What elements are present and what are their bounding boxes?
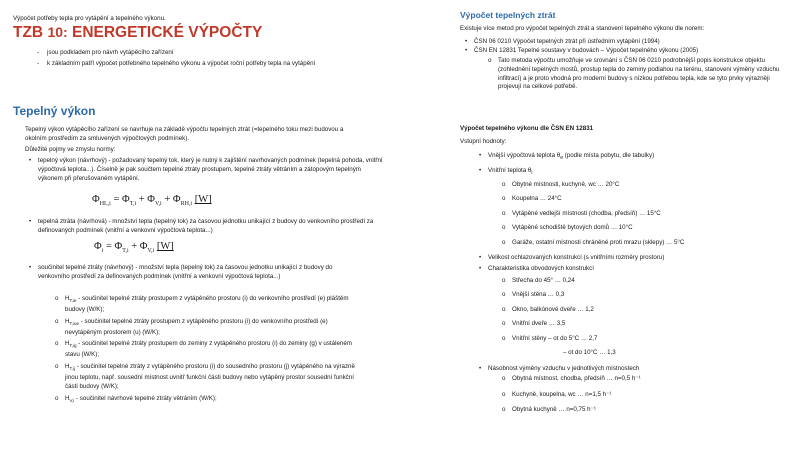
int-temp-item: • Vnitřní teplota $\theta_i$ xyxy=(488,167,778,178)
air-item: • Násobnost výměny vzduchu v jednotlivých místnostech xyxy=(488,365,639,374)
bullet-soucinitel: • součinitel tepelné ztráty (návrhový) - množství tepla (tepelný tok) za časovou jednotku unikající z budovy do venkovního prostředí za definovaných podmínek (vnitřní a venkovní výpočtová teplota...) xyxy=(38,264,363,282)
important-terms: Důležité pojmy ve zmyslu normy: xyxy=(25,146,116,153)
title-number: 10: xyxy=(47,24,68,40)
norm-item-2: • ČSN EN 12831 Tepelné soustavy v budovách – Výpočet tepelného výkonu (2005) xyxy=(474,47,784,56)
constr-item: o Vnitřní dveře … 3,5 xyxy=(512,320,565,329)
constr-extra: – ot do 10°C … 1,3 xyxy=(563,349,616,356)
sub-item: o $H_{T,ij}$ - součinitel tepelné ztráty z vytápěného prostoru (i) do sousedního prostoru (j) vytápěného na výrazně jinou teplotu, např. sousední místnost uvnitř funkční části budovy nebo vytápěný prostor sousední funkční části budovy (W/K); xyxy=(65,363,355,392)
constr-item: o Střecha do 45° … 0,24 xyxy=(512,277,575,286)
paragraph: Tepelný výkon vytápěcího zařízení se navrhuje na základě výpočtu tepelných ztrát (=tepelného toku mezi budovou a okolním prostředím za smluvených výpočtových podmínek). xyxy=(25,126,344,142)
page-title xyxy=(13,24,262,42)
norm-note: o Tato metoda výpočtu umožňuje ve srovnání s ČSN 06 0210 podrobnější popis konstrukce objektu (zohlednění tepelných mostů, prostup tepla do zeminy podlahou na terénu, stanovení výměny vzduchu infiltrací) a je proto vhodná pro moderní budovy s nízkou potřebou tepla, kde se tyto prvky výrazněji projevují na celkové potřebě. xyxy=(498,57,783,92)
charact-item: • Charakteristika obvodových konstrukcí xyxy=(488,265,594,274)
temp-item: o Koupelna … 24°C xyxy=(512,195,562,204)
sub-item: o $H_{T,ig}$ - součinitel tepelné ztráty prostupem do zeminy z vytápěného prostoru (i) do zeminy (g) v ustáleném stavu (W/K); xyxy=(65,340,355,360)
temp-item: o Vytápěné vedlejší místnosti (chodba, předsíň) … 15°C xyxy=(512,210,661,219)
bullet-tepelny-vykon: • tepelný výkon (návrhový) - požadovaný tepelný tok, který je nutný k zajištění navrhovaných podmínek (tepelná pohoda, vnitřní výpočtová teplota...). Číselně je pak součtem tepelné ztráty prostupem, tepelné ztráty větráním a zátopovým tepelným výkonem při přerušovaném vytápění. xyxy=(38,157,383,183)
temp-item: o Vytápěné schodiště bytových domů … 10°C xyxy=(512,224,633,233)
sub-item: o $H_{V,i}$ - součinitel návrhové tepelné ztráty větráním (W/K); xyxy=(65,395,355,406)
formula-heat-loss: $\Phi_i = \Phi_{T,i} + \Phi_{V,i}$ [W] xyxy=(94,241,174,255)
air-sub-item: o Obytná místnost, chodba, předsíň … n=0,5 h⁻¹ xyxy=(512,375,641,384)
intro-item-2: - k základním patří výpočet potřebného tepelného výkonu a výpočet roční potřeby tepla na vytápění xyxy=(47,60,337,69)
section-heading-vypocet-ztrat: Výpočet tepelných ztrát xyxy=(460,10,556,20)
intro-item-1: - jsou podkladem pro návrh vytápěcího zařízení xyxy=(47,49,297,58)
sub-item: o $H_{T,ie}$ - součinitel tepelné ztráty prostupem z vytápěného prostoru (i) do venkovního prostředí (e) pláštěm budovy (W/K); xyxy=(65,295,355,315)
formula-heat-output: $\Phi_{HL,i} = \Phi_{T,i} + \Phi_{V,i} + \Phi_{RH,i}$ [W] xyxy=(92,194,212,208)
top-note: Výpočet potřeby tepla pro vytápění a tepelného výkonu. xyxy=(13,15,166,22)
inputs-label: Vstupní hodnoty: xyxy=(460,138,507,145)
constr-item: o Vnitřní stěny – ot do 5°C … 2,7 xyxy=(512,335,597,344)
bullet-tepelna-ztrata: • tepelná ztráta (návrhová) - množství tepla (tepelný tok) za časovou jednotku unikající z budovy do venkovního prostředí za definovaných podmínek (vnitřní a venkovní výpočtová teplota...) xyxy=(38,218,383,236)
constr-item: o Vnější stěna … 0,3 xyxy=(512,291,564,300)
temp-item: o Garáže, ostatní místnosti chráněné proti mrazu (sklepy) … 5°C xyxy=(512,239,684,248)
sub-item: o $H_{T,iue}$ - součinitel tepelné ztráty prostupem z vytápěného prostoru (i) do venkovního prostředí (e) nevytápěným prostorem (u) (W/K); xyxy=(65,318,355,338)
title-text: ENERGETICKÉ VÝPOČTY xyxy=(67,24,263,41)
title-prefix: TZB xyxy=(13,24,48,41)
air-sub-item: o Kuchyně, koupelna, wc … n=1,5 h⁻¹ xyxy=(512,391,611,400)
size-item: • Velikost ochlazovaných konstrukcí (s vnitřními rozměry prostoru) xyxy=(488,254,664,263)
constr-item: o Okno, balkónové dveře … 1,2 xyxy=(512,306,594,315)
sub-heading-en-12831: Výpočet tepelného výkonu dle ČSN EN 12831 xyxy=(460,125,594,132)
norm-item-1: • ČSN 06 0210 Výpočet tepelných ztrát při ústředním vytápění (1994) xyxy=(474,38,784,47)
section-heading-tepelny-vykon: Tepelný výkon xyxy=(13,104,96,118)
intro-text: Existuje více metod pro výpočet tepelných ztrát a stanovení tepelného výkonu dle norem: xyxy=(460,25,705,32)
air-sub-item: o Obytná kuchyně … n=0,75 h⁻¹ xyxy=(512,406,596,415)
temp-item: o Obytné místnosti, kuchyně, wc … 20°C xyxy=(512,181,619,190)
ext-temp-item: • Vnější výpočtová teplota $\theta_e$ (podle místa pobytu, dle tabulky) xyxy=(488,152,778,163)
